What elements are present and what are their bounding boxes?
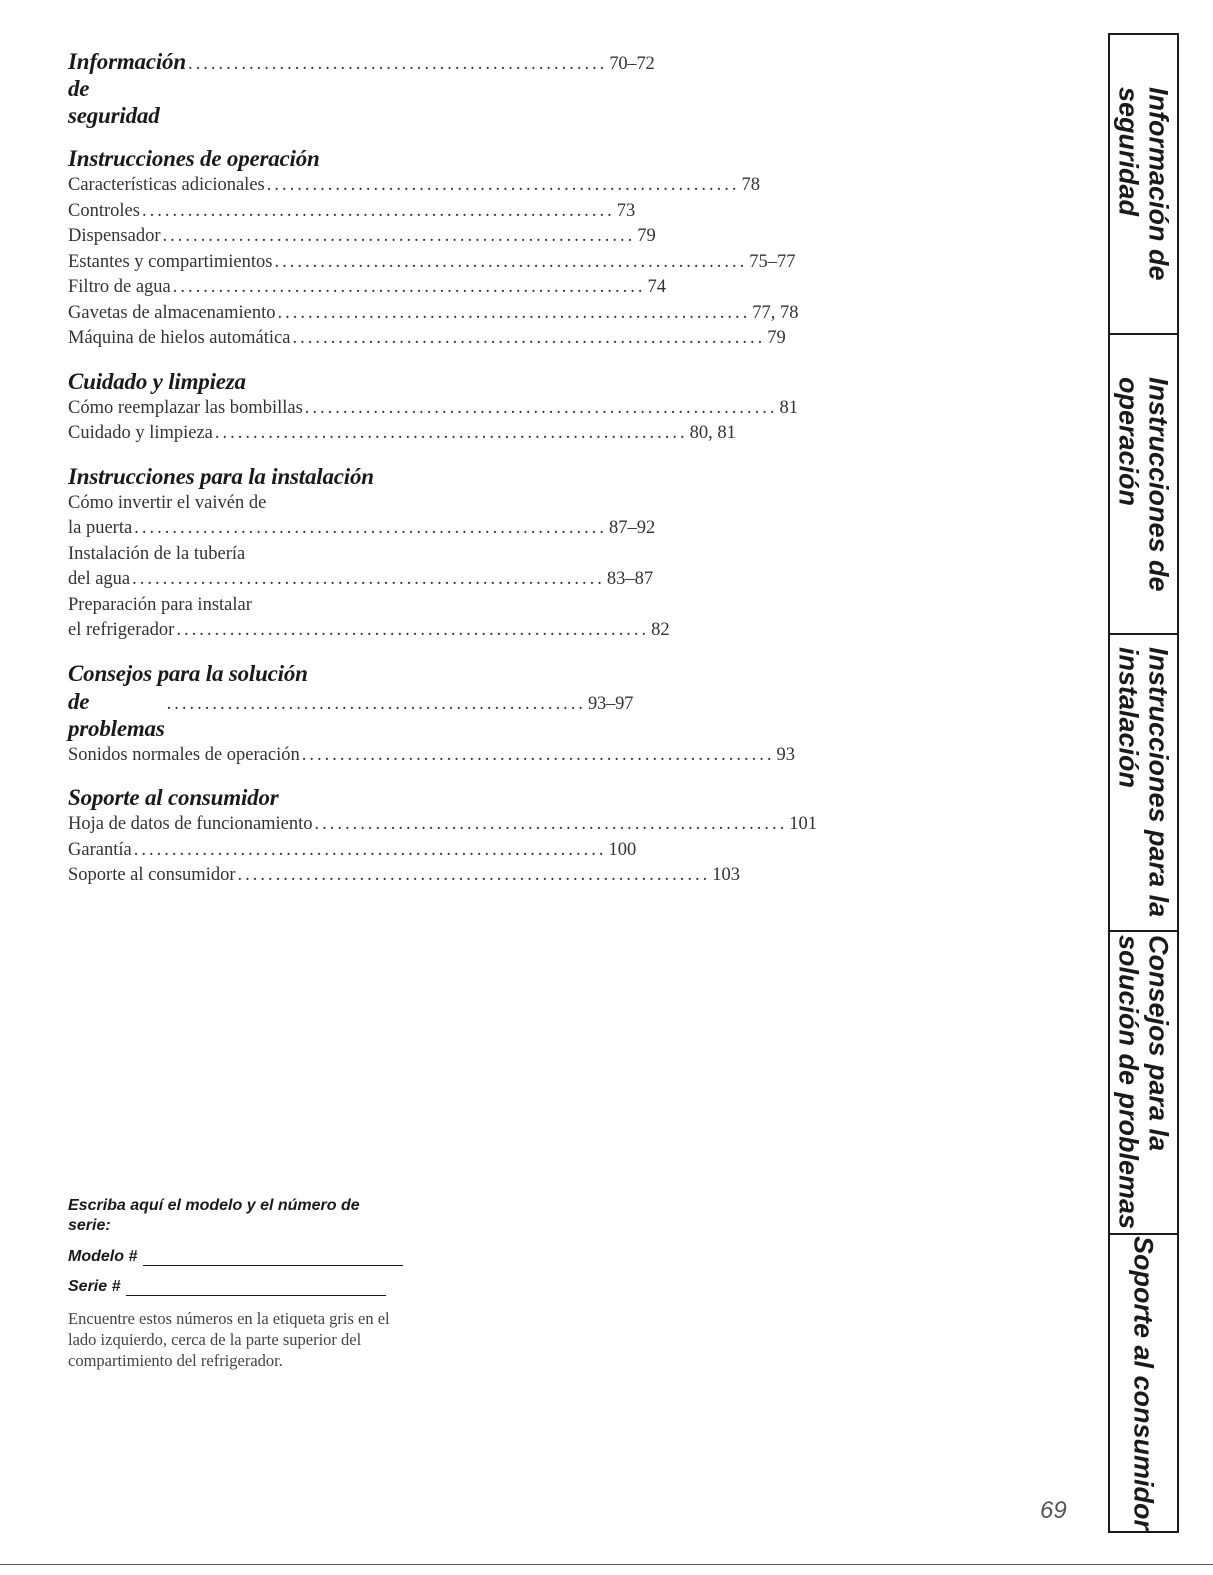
- toc-entry[interactable]: [68, 516, 656, 542]
- dot-leader: ..............................................................: [274, 251, 748, 272]
- tab-safety[interactable]: [1110, 35, 1177, 335]
- entry-label: Controles: [68, 200, 140, 221]
- entry-label: Cómo reemplazar las bombillas: [68, 397, 303, 418]
- page-ref: 101: [789, 814, 818, 834]
- tab-label: Instrucciones de operación: [1113, 376, 1174, 592]
- entry-label: Soporte al consumidor: [68, 865, 236, 885]
- section-index-tabs: [1108, 33, 1179, 1533]
- toc-section-care: [68, 368, 799, 447]
- dot-leader: ..............................................................: [134, 518, 607, 538]
- tab-label: Consejos para la solución de problemas: [1113, 935, 1174, 1230]
- page-ref: 82: [651, 620, 670, 640]
- toc-entry[interactable]: [68, 224, 656, 250]
- serial-number-label: Serie #: [68, 1278, 121, 1295]
- tab-label: Soporte al consumidor: [1128, 1235, 1159, 1531]
- tab-operation[interactable]: [1110, 335, 1177, 635]
- entry-label: Características adicionales: [68, 175, 265, 195]
- page-ref: 75–77: [749, 251, 796, 272]
- model-serial-heading: Escriba aquí el modelo y el número de serie:: [68, 1197, 360, 1234]
- toc-entry[interactable]: [68, 173, 760, 199]
- page-number: 69: [1040, 1497, 1067, 1524]
- toc-entry[interactable]: [68, 250, 796, 276]
- toc-entry[interactable]: [68, 838, 637, 864]
- model-number-blank-line: [143, 1251, 403, 1266]
- dot-leader: ..............................................................: [277, 302, 751, 323]
- page-ref: 93–97: [587, 693, 634, 714]
- toc-section-safety: [68, 48, 655, 129]
- dot-leader: ..............................................................: [214, 423, 688, 443]
- toc-entry[interactable]: [68, 863, 741, 889]
- toc-entry[interactable]: [68, 743, 795, 769]
- bottom-divider: [0, 1564, 1213, 1565]
- page-ref: 74: [647, 277, 667, 297]
- dot-leader: ..............................................................: [237, 865, 711, 885]
- section-title-operation: Instrucciones de operación: [68, 146, 320, 171]
- dot-leader: ..............................................................: [176, 620, 650, 640]
- serial-number-blank-line: [126, 1281, 386, 1296]
- page-ref: 79: [767, 328, 786, 348]
- section-title-consumer: Soporte al consumidor: [68, 785, 279, 810]
- entry-label: del agua: [68, 569, 131, 589]
- page-ref: 100: [608, 839, 637, 860]
- entry-label: Filtro de agua: [68, 277, 171, 297]
- model-serial-note: Encuentre estos números en la etiqueta gris en el lado izquierdo, cerca de la parte superior del compartimiento del refrigerador.: [68, 1309, 390, 1370]
- page-ref: 93: [776, 744, 795, 765]
- dot-leader: ..............................................................: [314, 814, 788, 834]
- toc-entry[interactable]: [68, 618, 670, 644]
- page-ref: 81: [779, 397, 799, 418]
- page-ref: 73: [616, 200, 636, 221]
- page-ref: 103: [712, 865, 741, 885]
- page-ref: 79: [637, 226, 656, 246]
- entry-label: Dispensador: [68, 226, 161, 246]
- toc-entry[interactable]: [68, 301, 799, 327]
- serial-number-field: [68, 1278, 428, 1296]
- toc-section-consumer: [68, 784, 818, 889]
- model-number-label: Modelo #: [68, 1248, 138, 1265]
- dot-leader: .......................................................: [166, 693, 586, 714]
- toc-section-operation: [68, 145, 799, 352]
- section-title-care: Cuidado y limpieza: [68, 368, 246, 394]
- entry-label: la puerta: [68, 518, 133, 538]
- section-title-troubleshooting-line1: Consejos para la solución: [68, 660, 308, 686]
- entry-label: Hoja de datos de funcionamiento: [68, 814, 313, 834]
- page-ref: 70–72: [609, 54, 655, 74]
- entry-label: Estantes y compartimientos: [68, 251, 273, 272]
- dot-leader: ..............................................................: [292, 328, 766, 348]
- tab-consumer-support[interactable]: [1110, 1235, 1177, 1531]
- model-number-field: [68, 1248, 428, 1266]
- toc-entry[interactable]: [68, 567, 654, 593]
- entry-label: Máquina de hielos automática: [68, 328, 291, 348]
- page-ref: 80, 81: [689, 423, 736, 443]
- entry-label-line1: Preparación para instalar: [68, 594, 252, 615]
- toc-entry-safety[interactable]: [68, 48, 655, 129]
- entry-label-line1: Cómo invertir el vaivén de: [68, 492, 267, 513]
- toc-entry[interactable]: [68, 199, 636, 225]
- toc-entry[interactable]: [68, 275, 667, 301]
- tab-label: Instrucciones para la instalación: [1113, 647, 1174, 918]
- dot-leader: ..............................................................: [132, 569, 605, 589]
- dot-leader: ..............................................................: [133, 839, 607, 860]
- toc-entry[interactable]: [68, 326, 786, 352]
- toc-entry[interactable]: [68, 812, 818, 838]
- dot-leader: .......................................................: [187, 54, 608, 74]
- page-ref: 83–87: [606, 569, 654, 589]
- entry-label: Cuidado y limpieza: [68, 423, 213, 443]
- dot-leader: ..............................................................: [141, 200, 615, 221]
- model-serial-box: [68, 1196, 428, 1371]
- dot-leader: ..............................................................: [266, 175, 740, 195]
- section-title-safety: Información de seguridad: [68, 49, 186, 128]
- entry-label: Garantía: [68, 839, 132, 860]
- page-ref: 87–92: [608, 518, 656, 538]
- dot-leader: ..............................................................: [301, 744, 775, 765]
- table-of-contents: [68, 48, 818, 905]
- section-title-installation: Instrucciones para la instalación: [68, 463, 374, 489]
- toc-entry[interactable]: [68, 396, 799, 422]
- tab-installation[interactable]: [1110, 635, 1177, 932]
- entry-label-line1: Instalación de la tubería: [68, 543, 246, 564]
- page-ref: 78: [741, 175, 760, 195]
- dot-leader: ..............................................................: [304, 397, 778, 418]
- dot-leader: ..............................................................: [162, 226, 636, 246]
- toc-section-installation: [68, 463, 670, 644]
- dot-leader: ..............................................................: [172, 277, 646, 297]
- entry-label: Sonidos normales de operación: [68, 744, 300, 765]
- toc-entry-troubleshooting[interactable]: [68, 688, 634, 742]
- tab-label: Información de seguridad: [1113, 87, 1174, 281]
- entry-label: Gavetas de almacenamiento: [68, 302, 276, 323]
- toc-entry[interactable]: [68, 421, 736, 447]
- page-ref: 77, 78: [752, 302, 799, 323]
- entry-label: el refrigerador: [68, 620, 175, 640]
- section-title-troubleshooting-line2: de problemas: [68, 688, 165, 741]
- toc-section-troubleshooting: [68, 660, 795, 769]
- tab-troubleshooting[interactable]: [1110, 932, 1177, 1235]
